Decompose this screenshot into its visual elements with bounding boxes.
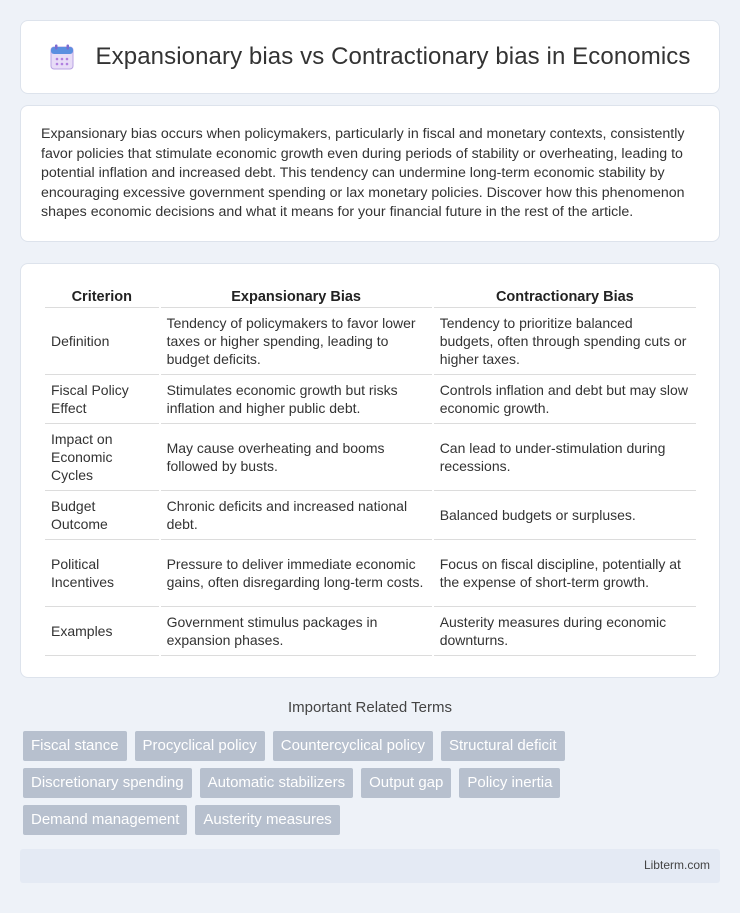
related-term-tag[interactable]: Structural deficit xyxy=(441,731,565,761)
footer-site-link[interactable]: Libterm.com xyxy=(643,858,710,872)
table-cell-expansionary: May cause overheating and booms followed by busts. xyxy=(161,424,432,491)
related-term-tag[interactable]: Demand management xyxy=(23,805,187,835)
table-cell-criterion: Definition xyxy=(45,308,159,375)
table-cell-expansionary: Chronic deficits and increased national debt. xyxy=(161,491,432,540)
table-cell-contractionary: Can lead to under-stimulation during recessions. xyxy=(434,424,696,491)
table-cell-criterion: Impact on Economic Cycles xyxy=(45,424,159,491)
table-row xyxy=(45,308,696,375)
table-cell-contractionary: Focus on fiscal discipline, potentially at the expense of short-term growth. xyxy=(434,540,696,607)
table-cell-criterion: Budget Outcome xyxy=(45,491,159,540)
calendar-icon xyxy=(50,44,74,70)
tag-row xyxy=(23,731,723,761)
related-term-tag[interactable]: Fiscal stance xyxy=(23,731,127,761)
table-row xyxy=(45,607,696,656)
table-cell-criterion: Political Incentives xyxy=(45,540,159,607)
related-terms-title: Important Related Terms xyxy=(288,699,452,716)
table-cell-contractionary: Austerity measures during economic downturns. xyxy=(434,607,696,656)
related-term-tag[interactable]: Policy inertia xyxy=(459,768,560,798)
related-term-tag[interactable]: Countercyclical policy xyxy=(273,731,433,761)
table-header-row xyxy=(45,282,696,308)
table-cell-expansionary: Stimulates economic growth but risks inflation and higher public debt. xyxy=(161,375,432,424)
intro-card xyxy=(20,105,720,242)
page-title: Expansionary bias vs Contractionary bias in Economics xyxy=(95,43,691,70)
related-term-tag[interactable]: Automatic stabilizers xyxy=(200,768,354,798)
table-cell-expansionary: Tendency of policymakers to favor lower taxes or higher spending, leading to budget deficits. xyxy=(161,308,432,375)
table-cell-expansionary: Government stimulus packages in expansion phases. xyxy=(161,607,432,656)
related-term-tag[interactable]: Austerity measures xyxy=(195,805,339,835)
header-card xyxy=(20,20,720,94)
table-cell-criterion: Examples xyxy=(45,607,159,656)
related-term-tag[interactable]: Discretionary spending xyxy=(23,768,192,798)
column-header-criterion: Criterion xyxy=(45,282,159,308)
related-term-tag[interactable]: Procyclical policy xyxy=(135,731,265,761)
table-cell-expansionary: Pressure to deliver immediate economic gains, often disregarding long-term costs. xyxy=(161,540,432,607)
comparison-table-card xyxy=(20,263,720,678)
comparison-table xyxy=(43,282,698,656)
intro-paragraph: Expansionary bias occurs when policymakers, particularly in fiscal and monetary contexts, consistently favor policies that stimulate economic growth even during periods of stability or overheating, leading to potential inflation and increased debt. This tendency can undermine long-term economic stability by encouraging excessive government spending or lax monetary policies. Discover how this phenomenon shapes economic decisions and what it means for your financial future in the rest of the article. xyxy=(41,126,685,221)
table-cell-contractionary: Tendency to prioritize balanced budgets, often through spending cuts or higher taxes. xyxy=(434,308,696,375)
table-cell-criterion: Fiscal Policy Effect xyxy=(45,375,159,424)
tag-row xyxy=(23,805,723,835)
table-cell-contractionary: Balanced budgets or surpluses. xyxy=(434,491,696,540)
table-cell-contractionary: Controls inflation and debt but may slow economic growth. xyxy=(434,375,696,424)
table-row xyxy=(45,424,696,491)
table-row xyxy=(45,491,696,540)
related-terms-list xyxy=(23,731,723,842)
column-header-contractionary: Contractionary Bias xyxy=(434,282,696,308)
tag-row xyxy=(23,768,723,798)
footer xyxy=(20,849,720,883)
table-row xyxy=(45,375,696,424)
column-header-expansionary: Expansionary Bias xyxy=(161,282,432,308)
related-term-tag[interactable]: Output gap xyxy=(361,768,451,798)
table-row xyxy=(45,540,696,607)
